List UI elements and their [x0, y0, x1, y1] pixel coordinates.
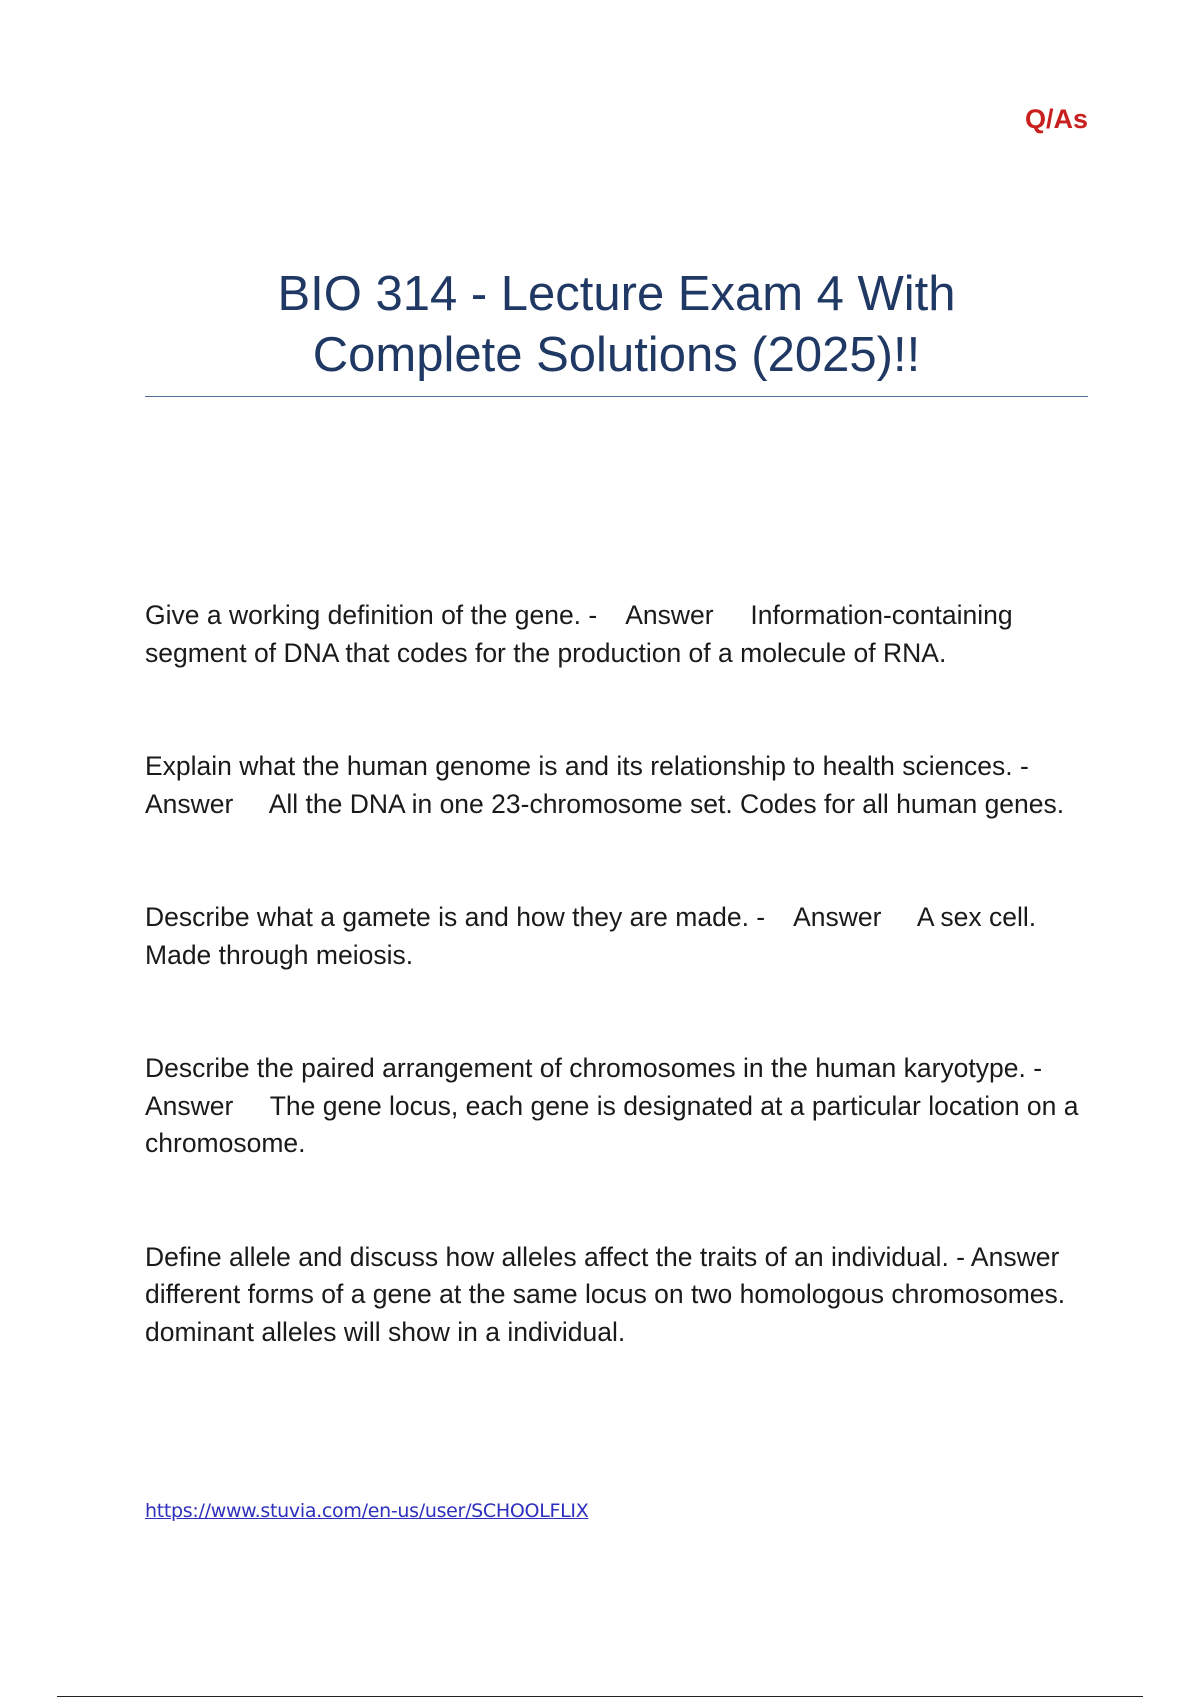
title-line-1: BIO 314 - Lecture Exam 4 With	[277, 267, 956, 321]
title-line-2: Complete Solutions (2025)!!	[312, 328, 921, 382]
qas-tag: Q/As	[1024, 104, 1088, 134]
qa-item-2: Explain what the human genome is and its relationship to health sciences. - Answer All the DNA in one 23-chromosome set. Codes for all human genes.	[145, 751, 1065, 819]
document-title	[145, 264, 1088, 386]
qa-item-1: Give a working definition of the gene. - Answer Information-containing segment of DNA that codes for the production of a molecule of RNA.	[145, 600, 1020, 668]
footer-divider	[57, 1696, 1143, 1697]
qa-item-4: Describe the paired arrangement of chromosomes in the human karyotype. - Answer The gene locus, each gene is designated at a particular location on a chromosome.	[145, 1053, 1086, 1158]
qa-list	[145, 597, 1095, 1427]
source-link[interactable]: https://www.stuvia.com/en-us/user/SCHOOLFLIX	[145, 1500, 589, 1522]
qa-item-3: Describe what a gamete is and how they are made. - Answer A sex cell. Made through meiosis.	[145, 902, 1044, 970]
qa-item-5: Define allele and discuss how alleles affect the traits of an individual. - Answer different forms of a gene at the same locus on two homologous chromosomes. dominant alleles will show in a individual.	[145, 1241, 1097, 1347]
title-block	[145, 264, 1088, 397]
